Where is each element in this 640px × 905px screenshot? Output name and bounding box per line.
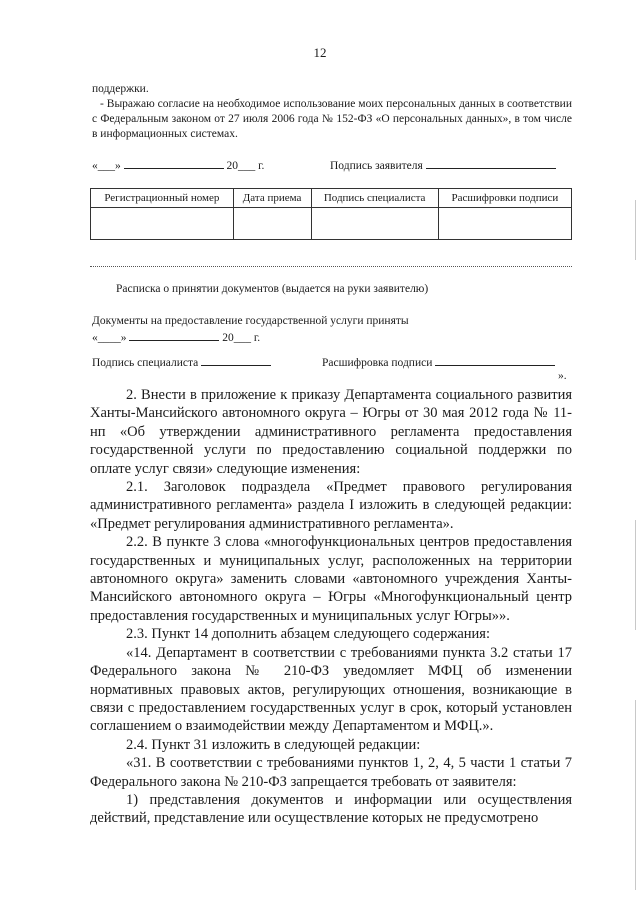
date-month-blank	[124, 158, 224, 169]
receipt-date-year: 20___ г.	[222, 332, 261, 344]
receipt-decode-label: Расшифровка подписи	[322, 357, 433, 369]
registration-table-row	[91, 208, 572, 240]
receipt-specialist-label: Подпись специалиста	[92, 357, 199, 369]
receipt-decode-blank	[435, 355, 555, 366]
consent-block	[92, 82, 572, 142]
col-reg-number: Регистрационный номер	[91, 189, 234, 208]
registration-table	[90, 188, 572, 240]
cut-line	[90, 266, 572, 267]
receipt-title: Расписка о принятии документов (выдается на руки заявителю)	[116, 283, 429, 295]
paragraph: 2.3. Пункт 14 дополнить абзацем следующего содержания:	[126, 626, 490, 643]
applicant-signature	[330, 158, 556, 172]
paragraph: «14. Департамент в соответствии с требованиями пункта 3.2 статьи 17 Федерального закона № 210-ФЗ уведомляет МФЦ об изменении нормативных правовых актов, регулирующих отношения, возникающие в связи с предоставлением государственных услуг в срок, который установлен соглашением о взаимодействии между Департаментом и МФЦ.».	[90, 644, 572, 735]
paragraph: 2.2. В пункте 3 слова «многофункциональных центров предоставления государственных и муниципальных услуг, расположенных на территории автономного округа» заменить словами «автономного учреждения Ханты-Мансийского автономного округа – Югры «Многофункциональный центр предоставления государственных и муниципальных услуг Югры»».	[90, 534, 572, 624]
col-date: Дата приема	[233, 189, 311, 208]
paragraph: 2. Внести в приложение к приказу Департамента социального развития Ханты-Мансийского автономного округа – Югры от 30 мая 2012 года № 11-нп «Об утверждении административного регламента предоставления государственной услуги по предоставлению социальной поддержки по оплате услуг связи» следующие изменения:	[90, 387, 572, 477]
scan-edge-mark	[635, 200, 636, 260]
receipt-specialist-blank	[201, 355, 271, 366]
col-sign-decode: Расшифровки подписи	[438, 189, 571, 208]
consent-line-2: - Выражаю согласие на необходимое использование моих персональных данных в соответствии с Федеральным законом от 27 июля 2006 года № 152-ФЗ «О персональных данных», в том числе в информационных системах.	[92, 98, 572, 140]
receipt-decode-sign	[322, 355, 555, 369]
receipt-specialist-sign	[92, 355, 271, 369]
amendments-text	[90, 386, 572, 828]
applicant-signature-label: Подпись заявителя	[330, 160, 423, 172]
scan-edge-mark	[635, 700, 636, 890]
cell-empty	[233, 208, 311, 240]
applicant-signature-blank	[426, 158, 556, 169]
cell-empty	[91, 208, 234, 240]
receipt-date	[92, 330, 260, 344]
cell-empty	[438, 208, 571, 240]
paragraph: 1) представления документов и информации или осуществления действий, представление или осуществление которых не предусмотрено	[90, 791, 572, 827]
quote-close: ».	[558, 370, 567, 382]
receipt-date-month-blank	[129, 330, 219, 341]
cell-empty	[311, 208, 438, 240]
receipt-docs-line: Документы на предоставление государственной услуги приняты	[92, 315, 409, 327]
date-day: «___»	[92, 160, 121, 172]
receipt-date-day: «____»	[92, 332, 127, 344]
scan-edge-mark	[635, 520, 636, 630]
registration-table-header	[91, 189, 572, 208]
date-year: 20___ г.	[226, 160, 265, 172]
page-number: 12	[313, 45, 327, 60]
consent-line-1: поддержки.	[92, 83, 149, 95]
applicant-date	[92, 158, 264, 172]
paragraph: 2.1. Заголовок подраздела «Предмет правового регулирования административного регламента» раздела I изложить в следующей редакции: «Предмет регулирования административного регламента».	[90, 479, 572, 532]
paragraph: «31. В соответствии с требованиями пунктов 1, 2, 4, 5 части 1 статьи 7 Федерального закона № 210-ФЗ запрещается требовать от заявителя:	[90, 755, 572, 790]
col-specialist-sign: Подпись специалиста	[311, 189, 438, 208]
paragraph: 2.4. Пункт 31 изложить в следующей редакции:	[126, 736, 421, 753]
